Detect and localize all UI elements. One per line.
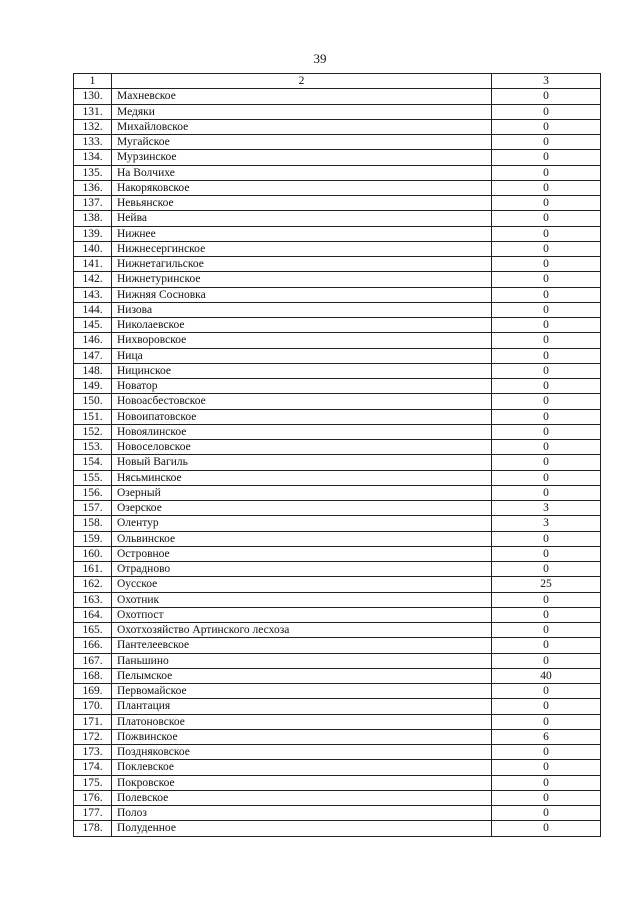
row-name-cell: Охотхозяйство Артинского лесхоза: [112, 623, 492, 638]
row-number-cell: 171.: [74, 714, 112, 729]
table-row: [74, 790, 601, 805]
row-value-cell: 0: [492, 287, 601, 302]
table-row: [74, 135, 601, 150]
row-value-cell: 0: [492, 241, 601, 256]
row-value-cell: 0: [492, 226, 601, 241]
table-row: [74, 729, 601, 744]
row-name-cell: Плантация: [112, 699, 492, 714]
row-number-cell: 138.: [74, 211, 112, 226]
row-name-cell: Нижняя Сосновка: [112, 287, 492, 302]
table-row: [74, 638, 601, 653]
row-name-cell: Отрадново: [112, 562, 492, 577]
table-row: [74, 806, 601, 821]
row-number-cell: 176.: [74, 790, 112, 805]
table-row: [74, 623, 601, 638]
row-value-cell: 0: [492, 638, 601, 653]
table-row: [74, 257, 601, 272]
row-number-cell: 153.: [74, 440, 112, 455]
row-name-cell: Ольвинское: [112, 531, 492, 546]
row-number-cell: 164.: [74, 607, 112, 622]
row-number-cell: 131.: [74, 104, 112, 119]
row-value-cell: 0: [492, 607, 601, 622]
data-table: [73, 73, 601, 837]
row-number-cell: 165.: [74, 623, 112, 638]
row-number-cell: 134.: [74, 150, 112, 165]
row-number-cell: 156.: [74, 485, 112, 500]
column-header-2: 2: [112, 74, 492, 89]
row-value-cell: 0: [492, 699, 601, 714]
row-name-cell: Михайловское: [112, 119, 492, 134]
row-name-cell: Охотник: [112, 592, 492, 607]
table-row: [74, 104, 601, 119]
row-name-cell: Первомайское: [112, 684, 492, 699]
table-row: [74, 775, 601, 790]
table-row: [74, 699, 601, 714]
row-number-cell: 160.: [74, 546, 112, 561]
row-name-cell: Пелымское: [112, 668, 492, 683]
table-header-row: [74, 74, 601, 89]
row-value-cell: 0: [492, 546, 601, 561]
table-row: [74, 394, 601, 409]
table-row: [74, 562, 601, 577]
row-name-cell: Островное: [112, 546, 492, 561]
table-row: [74, 363, 601, 378]
row-name-cell: Медяки: [112, 104, 492, 119]
row-value-cell: 0: [492, 272, 601, 287]
row-value-cell: 0: [492, 653, 601, 668]
row-value-cell: 0: [492, 196, 601, 211]
row-value-cell: 0: [492, 470, 601, 485]
table-row: [74, 531, 601, 546]
row-value-cell: 0: [492, 714, 601, 729]
row-name-cell: Нейва: [112, 211, 492, 226]
table-row: [74, 211, 601, 226]
row-name-cell: Новый Вагиль: [112, 455, 492, 470]
table-row: [74, 89, 601, 104]
row-value-cell: 0: [492, 592, 601, 607]
table-row: [74, 409, 601, 424]
row-value-cell: 0: [492, 165, 601, 180]
table-row: [74, 119, 601, 134]
row-number-cell: 145.: [74, 318, 112, 333]
column-header-1: 1: [74, 74, 112, 89]
row-value-cell: 0: [492, 806, 601, 821]
row-name-cell: Новоялинское: [112, 424, 492, 439]
row-number-cell: 139.: [74, 226, 112, 241]
row-number-cell: 148.: [74, 363, 112, 378]
table-row: [74, 180, 601, 195]
row-name-cell: Новатор: [112, 379, 492, 394]
row-value-cell: 0: [492, 455, 601, 470]
row-name-cell: Полевское: [112, 790, 492, 805]
row-name-cell: Покровское: [112, 775, 492, 790]
table-row: [74, 607, 601, 622]
table-row: [74, 760, 601, 775]
row-name-cell: Ницинское: [112, 363, 492, 378]
row-number-cell: 149.: [74, 379, 112, 394]
table-row: [74, 150, 601, 165]
row-number-cell: 147.: [74, 348, 112, 363]
table-row: [74, 333, 601, 348]
row-value-cell: 0: [492, 379, 601, 394]
row-value-cell: 0: [492, 684, 601, 699]
table-row: [74, 379, 601, 394]
row-value-cell: 0: [492, 302, 601, 317]
row-number-cell: 150.: [74, 394, 112, 409]
row-name-cell: Платоновское: [112, 714, 492, 729]
row-number-cell: 159.: [74, 531, 112, 546]
row-number-cell: 152.: [74, 424, 112, 439]
table-row: [74, 302, 601, 317]
row-name-cell: Новоасбестовское: [112, 394, 492, 409]
row-number-cell: 169.: [74, 684, 112, 699]
row-name-cell: Новоипатовское: [112, 409, 492, 424]
row-name-cell: Нижнесергинское: [112, 241, 492, 256]
row-name-cell: Озерный: [112, 485, 492, 500]
table-row: [74, 348, 601, 363]
row-value-cell: 0: [492, 104, 601, 119]
table-row: [74, 226, 601, 241]
row-value-cell: 0: [492, 745, 601, 760]
row-number-cell: 133.: [74, 135, 112, 150]
row-value-cell: 0: [492, 333, 601, 348]
row-number-cell: 135.: [74, 165, 112, 180]
row-number-cell: 170.: [74, 699, 112, 714]
row-value-cell: 0: [492, 180, 601, 195]
row-name-cell: Оусское: [112, 577, 492, 592]
table-row: [74, 821, 601, 836]
row-value-cell: 0: [492, 394, 601, 409]
row-value-cell: 0: [492, 318, 601, 333]
row-name-cell: Накоряковское: [112, 180, 492, 195]
row-number-cell: 132.: [74, 119, 112, 134]
row-value-cell: 0: [492, 211, 601, 226]
table-row: [74, 241, 601, 256]
row-number-cell: 168.: [74, 668, 112, 683]
table-body: [74, 89, 601, 836]
row-number-cell: 158.: [74, 516, 112, 531]
row-value-cell: 0: [492, 150, 601, 165]
row-name-cell: Махневское: [112, 89, 492, 104]
table-row: [74, 668, 601, 683]
row-number-cell: 162.: [74, 577, 112, 592]
row-number-cell: 178.: [74, 821, 112, 836]
column-header-3: 3: [492, 74, 601, 89]
row-value-cell: 0: [492, 440, 601, 455]
row-value-cell: 0: [492, 363, 601, 378]
row-name-cell: Озерское: [112, 501, 492, 516]
row-number-cell: 163.: [74, 592, 112, 607]
table-row: [74, 272, 601, 287]
row-value-cell: 0: [492, 775, 601, 790]
table-row: [74, 592, 601, 607]
row-name-cell: Полуденное: [112, 821, 492, 836]
row-name-cell: Нижнетагильское: [112, 257, 492, 272]
table-row: [74, 546, 601, 561]
row-name-cell: Ница: [112, 348, 492, 363]
row-name-cell: Низова: [112, 302, 492, 317]
row-name-cell: Мурзинское: [112, 150, 492, 165]
table-row: [74, 165, 601, 180]
table-row: [74, 516, 601, 531]
row-value-cell: 0: [492, 119, 601, 134]
row-value-cell: 0: [492, 89, 601, 104]
row-name-cell: Николаевское: [112, 318, 492, 333]
table-row: [74, 455, 601, 470]
row-number-cell: 144.: [74, 302, 112, 317]
row-value-cell: 0: [492, 790, 601, 805]
row-name-cell: Охотпост: [112, 607, 492, 622]
table-row: [74, 287, 601, 302]
row-number-cell: 167.: [74, 653, 112, 668]
row-value-cell: 0: [492, 821, 601, 836]
row-value-cell: 6: [492, 729, 601, 744]
table-row: [74, 440, 601, 455]
row-name-cell: Поздняковское: [112, 745, 492, 760]
row-number-cell: 174.: [74, 760, 112, 775]
row-value-cell: 25: [492, 577, 601, 592]
table-row: [74, 653, 601, 668]
table-row: [74, 684, 601, 699]
table-row: [74, 485, 601, 500]
page-number: 39: [313, 51, 327, 66]
row-value-cell: 3: [492, 516, 601, 531]
table-row: [74, 196, 601, 211]
row-name-cell: Пожвинское: [112, 729, 492, 744]
row-name-cell: Невьянское: [112, 196, 492, 211]
row-number-cell: 140.: [74, 241, 112, 256]
table-row: [74, 714, 601, 729]
row-number-cell: 166.: [74, 638, 112, 653]
row-name-cell: Пантелеевское: [112, 638, 492, 653]
row-number-cell: 155.: [74, 470, 112, 485]
row-number-cell: 173.: [74, 745, 112, 760]
row-value-cell: 0: [492, 485, 601, 500]
row-value-cell: 0: [492, 424, 601, 439]
row-number-cell: 172.: [74, 729, 112, 744]
row-name-cell: Олентур: [112, 516, 492, 531]
table-row: [74, 577, 601, 592]
row-value-cell: 0: [492, 760, 601, 775]
row-number-cell: 146.: [74, 333, 112, 348]
row-number-cell: 130.: [74, 89, 112, 104]
table-row: [74, 501, 601, 516]
row-number-cell: 161.: [74, 562, 112, 577]
row-number-cell: 143.: [74, 287, 112, 302]
row-number-cell: 154.: [74, 455, 112, 470]
row-name-cell: Мугайское: [112, 135, 492, 150]
row-name-cell: Полоз: [112, 806, 492, 821]
row-name-cell: На Волчихе: [112, 165, 492, 180]
row-number-cell: 141.: [74, 257, 112, 272]
row-value-cell: 0: [492, 135, 601, 150]
row-number-cell: 151.: [74, 409, 112, 424]
row-value-cell: 40: [492, 668, 601, 683]
row-value-cell: 0: [492, 562, 601, 577]
row-name-cell: Нихворовское: [112, 333, 492, 348]
row-number-cell: 175.: [74, 775, 112, 790]
row-name-cell: Нижнетуринское: [112, 272, 492, 287]
row-name-cell: Поклевское: [112, 760, 492, 775]
row-value-cell: 0: [492, 409, 601, 424]
row-value-cell: 0: [492, 257, 601, 272]
row-number-cell: 177.: [74, 806, 112, 821]
row-number-cell: 157.: [74, 501, 112, 516]
table-row: [74, 318, 601, 333]
row-name-cell: Новоселовское: [112, 440, 492, 455]
row-value-cell: 3: [492, 501, 601, 516]
row-name-cell: Нижнее: [112, 226, 492, 241]
row-name-cell: Паньшино: [112, 653, 492, 668]
row-value-cell: 0: [492, 623, 601, 638]
table-row: [74, 424, 601, 439]
row-value-cell: 0: [492, 531, 601, 546]
table-row: [74, 470, 601, 485]
row-name-cell: Нясьминское: [112, 470, 492, 485]
table-row: [74, 745, 601, 760]
row-number-cell: 136.: [74, 180, 112, 195]
row-value-cell: 0: [492, 348, 601, 363]
row-number-cell: 142.: [74, 272, 112, 287]
row-number-cell: 137.: [74, 196, 112, 211]
